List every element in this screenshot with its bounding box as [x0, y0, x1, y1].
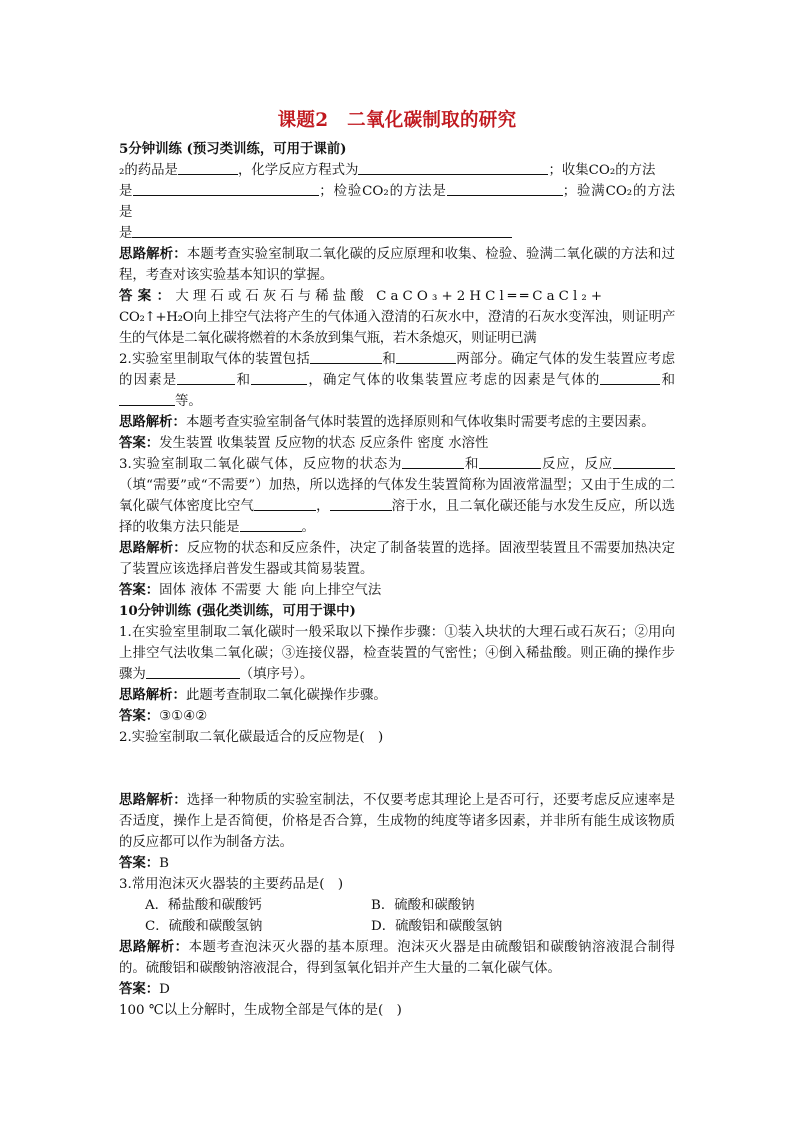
blank	[240, 518, 302, 532]
blank	[251, 371, 307, 385]
analysis-3	[119, 538, 675, 580]
q3-text-a: 3.实验室制取二氧化碳气体，反应物的状态为	[119, 457, 403, 472]
analysis-label: 思路解析：	[119, 792, 187, 808]
q2-text-b: 和	[382, 352, 396, 367]
question-7: 100 ℃以上分解时，生成物全部是气体的是( )	[119, 1003, 402, 1018]
answer-1	[119, 286, 675, 349]
page-title: 课题2 二氧化碳制取的研究	[277, 110, 517, 131]
q-text: （填序号）。	[239, 667, 314, 682]
q2-text-c: 两部分。确定气体的发生装置应考虑的因素是	[119, 352, 675, 388]
q3-text-f: 溶于水，且二氧化碳还能与水发生反应，所以选择的收集方法只能是	[119, 499, 676, 535]
analysis-label: 思路解析：	[119, 246, 187, 262]
analysis-label: 思路解析：	[119, 414, 186, 430]
blank	[396, 350, 456, 364]
q3-text-c: 反应，反应	[541, 457, 613, 472]
option-b: B．硫酸和碳酸钠	[371, 898, 475, 913]
answer-2	[119, 433, 675, 454]
question-2	[119, 349, 675, 412]
section-heading-5min: 5分钟训练 (预习类训练，可用于课前)	[119, 141, 347, 157]
analysis-text: 本题考查实验室制取二氧化碳的反应原理和收集、检验、验满二氧化碳的方法和过程，考查对该实验基本知识的掌握。	[119, 247, 675, 283]
q2-text-f: 和	[660, 373, 676, 388]
blank	[310, 350, 382, 364]
question-5: 2.实验室制取二氧化碳最适合的反应物是( )	[119, 730, 384, 745]
analysis-text: 选择一种物质的实验室制法，不仅要考虑其理论上是否可行，还要考虑反应速率是否适度，操作上是否简便，价格是否合算，生成物的纯度等诸多因素，并非所有能生成该物质的反应都可以作为制备方法。	[119, 793, 675, 850]
blank-space	[119, 748, 675, 790]
q1-text-e: ；检验CO₂的方法是	[319, 184, 447, 199]
blank	[133, 182, 319, 196]
blank	[132, 224, 512, 238]
blank	[402, 455, 464, 469]
q3-text-b: 和	[464, 457, 480, 472]
answer-label: 答案：	[119, 855, 160, 871]
option-a: A．稀盐酸和碳酸钙	[145, 898, 262, 913]
answer-label: 答案：	[119, 582, 160, 598]
blank	[479, 455, 541, 469]
analysis-5	[119, 790, 675, 853]
q1-text-a: ₂的药品是	[119, 163, 178, 178]
blank	[146, 665, 240, 679]
answer-text: D	[159, 982, 170, 997]
answer-text: ③①④②	[159, 709, 208, 724]
content-body	[119, 139, 675, 1021]
blank	[119, 392, 175, 406]
q2-text-a: 2.实验室里制取气体的装置包括	[119, 352, 311, 367]
q1-text-b: ，化学反应方程式为	[237, 163, 359, 178]
answer-label: 答案：	[119, 708, 160, 724]
blank	[177, 371, 235, 385]
options-row-1	[119, 895, 675, 916]
q1-text-f: ；验满CO₂的方法是	[119, 184, 676, 220]
analysis-label: 思路解析：	[119, 687, 186, 703]
answer-text: 固体 液体 不需要 大 能 向上排空气法	[159, 583, 382, 598]
analysis-6	[119, 937, 675, 979]
question-4	[119, 622, 675, 685]
q-text: 1.在实验室里制取二氧化碳时一般采取以下操作步骤：①装入块状的大理石或石灰石；②用向上排空气法收集二氧化碳；③连接仪器，检查装置的气密性；④倒入稀盐酸。则正确的操作步骤为	[119, 625, 675, 682]
analysis-text: 本题考查实验室制备气体时装置的选择原则和气体收集时需要考虑的主要因素。	[185, 415, 655, 430]
q1-text-d: 是	[119, 184, 134, 199]
answer-5	[119, 853, 675, 874]
analysis-4	[119, 685, 675, 706]
blank	[358, 161, 548, 175]
blank	[330, 497, 392, 511]
question-3	[119, 454, 675, 538]
section-heading-10min: 10分钟训练 (强化类训练，可用于课中)	[119, 603, 356, 619]
analysis-text: 本题考查泡沫灭火器的基本原理。泡沫灭火器是由硫酸铝和碳酸钠溶液混合制得的。硫酸铝和碳酸钠溶液混合，得到氢氧化铝并产生大量的二氧化碳气体。	[119, 940, 676, 976]
answer-text-line1: 大理石或石灰石与稀盐酸 CaCO₃+2HCl══CaCl₂+	[175, 289, 607, 304]
answer-text: B	[159, 856, 170, 871]
answer-4	[119, 706, 675, 727]
blank	[600, 371, 660, 385]
answer-label: 答案：	[119, 435, 160, 451]
question-6: 3.常用泡沫灭火器装的主要药品是( )	[119, 877, 344, 892]
option-d: D．硫酸铝和碳酸氢钠	[371, 919, 503, 934]
q1-text-c: ；收集CO₂的方法	[548, 163, 656, 178]
answer-3	[119, 580, 675, 601]
answer-label: 答案：	[119, 288, 176, 304]
q2-text-d: 和	[235, 373, 252, 388]
q2-text-e: ，确定气体的收集装置应考虑的因素是气体的	[307, 373, 601, 388]
analysis-text: 反应物的状态和反应条件，决定了制备装置的选择。固液型装置且不需要加热决定了装置应该选择启普发生器或其简易装置。	[119, 541, 675, 577]
question-1	[119, 160, 675, 244]
q3-text-e: ，	[315, 499, 330, 514]
options-row-2	[119, 916, 675, 937]
option-c: C．硫酸和碳酸氢钠	[145, 919, 263, 934]
blank	[447, 182, 563, 196]
q2-text-g: 等。	[175, 394, 202, 409]
blank	[254, 497, 316, 511]
analysis-1	[119, 244, 675, 286]
blank	[178, 161, 238, 175]
analysis-label: 思路解析：	[119, 540, 187, 556]
answer-6	[119, 979, 675, 1000]
analysis-text: 此题考查制取二氧化碳操作步骤。	[185, 688, 387, 703]
q3-text-d: （填“需要”或“不需要”）加热，所以选择的气体发生装置简称为固液常温型；又由于生成的二氧化碳气体密度比空气	[119, 478, 675, 514]
blank	[613, 455, 675, 469]
answer-text-line2: CO₂↑+H₂O向上排空气法将产生的气体通入澄清的石灰水中，澄清的石灰水变浑浊，则证明产生的气体是二氧化碳将燃着的木条放到集气瓶，若木条熄灭，则证明已满	[119, 310, 675, 346]
answer-text: 发生装置 收集装置 反应物的状态 反应条件 密度 水溶性	[159, 436, 489, 451]
analysis-label: 思路解析：	[119, 939, 189, 955]
q1-text-g: 是	[119, 226, 133, 241]
analysis-2	[119, 412, 675, 433]
q3-text-g: 。	[301, 520, 315, 535]
answer-label: 答案：	[119, 981, 160, 997]
